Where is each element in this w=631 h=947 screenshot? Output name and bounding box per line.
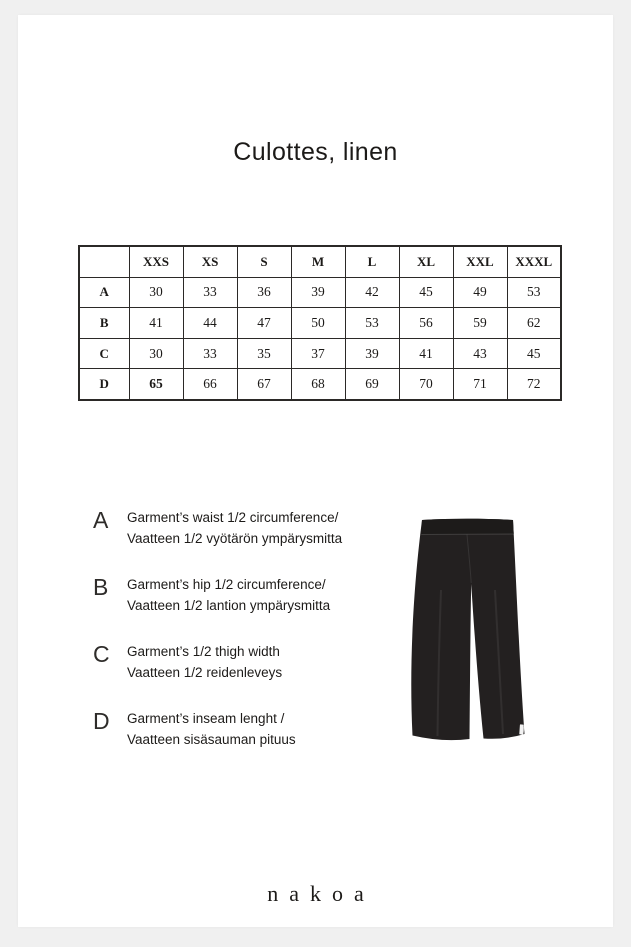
size-value-cell: 62 — [507, 308, 561, 339]
size-chart-card — [18, 15, 613, 927]
legend-item-c — [93, 641, 363, 683]
size-value-cell: 72 — [507, 369, 561, 400]
size-table-head-row — [79, 246, 561, 277]
size-column-header: M — [291, 246, 345, 277]
legend-line-en: Garment’s waist 1/2 circumference/ — [127, 510, 339, 525]
legend-line-en: Garment’s 1/2 thigh width — [127, 644, 280, 659]
size-table-row — [79, 369, 561, 400]
brand-logo: nakoa — [267, 881, 375, 906]
size-table-body — [79, 277, 561, 400]
size-value-cell: 30 — [129, 338, 183, 369]
size-column-header: XXXL — [507, 246, 561, 277]
size-value-cell: 43 — [453, 338, 507, 369]
size-value-cell: 35 — [237, 338, 291, 369]
pants-waistband — [421, 519, 513, 535]
size-value-cell: 45 — [507, 338, 561, 369]
size-value-cell: 69 — [345, 369, 399, 400]
size-value-cell: 50 — [291, 308, 345, 339]
size-value-cell: 44 — [183, 308, 237, 339]
measure-row-label: C — [79, 338, 129, 369]
size-value-cell: 37 — [291, 338, 345, 369]
size-value-cell: 30 — [129, 277, 183, 308]
size-column-header: XS — [183, 246, 237, 277]
size-value-cell: 53 — [507, 277, 561, 308]
size-value-cell: 39 — [291, 277, 345, 308]
legend-item-d — [93, 708, 363, 750]
size-value-cell: 39 — [345, 338, 399, 369]
size-value-cell: 68 — [291, 369, 345, 400]
size-value-cell: 59 — [453, 308, 507, 339]
size-value-cell: 53 — [345, 308, 399, 339]
size-value-cell: 33 — [183, 338, 237, 369]
legend-line-fi: Vaatteen 1/2 reidenleveys — [127, 665, 283, 680]
pants-silhouette — [411, 519, 524, 740]
culottes-product-photo — [395, 505, 590, 750]
size-table-corner-cell — [79, 246, 129, 277]
size-column-header: XL — [399, 246, 453, 277]
product-title: Culottes, linen — [233, 138, 398, 166]
legend-letter-b: B — [93, 574, 109, 600]
measurement-legend — [93, 507, 363, 775]
size-table-container — [78, 245, 562, 401]
size-table-row — [79, 277, 561, 308]
size-value-cell: 45 — [399, 277, 453, 308]
waistband-seam — [421, 534, 513, 535]
legend-line-fi: Vaatteen 1/2 vyötärön ympärysmitta — [127, 531, 343, 546]
legend-line-fi: Vaatteen sisäsauman pituus — [127, 732, 296, 747]
legend-line-fi: Vaatteen 1/2 lantion ympärysmitta — [127, 598, 331, 613]
size-value-cell: 66 — [183, 369, 237, 400]
legend-line-en: Garment’s hip 1/2 circumference/ — [127, 577, 326, 592]
size-table-row — [79, 308, 561, 339]
size-value-cell: 71 — [453, 369, 507, 400]
legend-item-a — [93, 507, 363, 549]
legend-text-c — [127, 641, 282, 683]
size-value-cell: 65 — [129, 369, 183, 400]
legend-letter-c: C — [93, 641, 110, 667]
care-tag — [519, 724, 523, 734]
size-value-cell: 49 — [453, 277, 507, 308]
measure-row-label: A — [79, 277, 129, 308]
legend-text-a — [127, 507, 342, 549]
size-value-cell: 41 — [399, 338, 453, 369]
legend-item-b — [93, 574, 363, 616]
size-value-cell: 70 — [399, 369, 453, 400]
legend-text-b — [127, 574, 330, 616]
size-column-header: XXS — [129, 246, 183, 277]
size-value-cell: 36 — [237, 277, 291, 308]
legend-letter-d: D — [93, 708, 110, 734]
size-value-cell: 41 — [129, 308, 183, 339]
size-table-row — [79, 338, 561, 369]
size-column-header: S — [237, 246, 291, 277]
size-value-cell: 47 — [237, 308, 291, 339]
size-value-cell: 33 — [183, 277, 237, 308]
size-column-header: L — [345, 246, 399, 277]
legend-letter-a: A — [93, 507, 109, 533]
legend-text-d — [127, 708, 296, 750]
size-column-header: XXL — [453, 246, 507, 277]
size-value-cell: 56 — [399, 308, 453, 339]
size-value-cell: 42 — [345, 277, 399, 308]
measure-row-label: D — [79, 369, 129, 400]
size-table — [78, 245, 562, 401]
legend-line-en: Garment’s inseam lenght / — [127, 711, 285, 726]
measure-row-label: B — [79, 308, 129, 339]
size-value-cell: 67 — [237, 369, 291, 400]
